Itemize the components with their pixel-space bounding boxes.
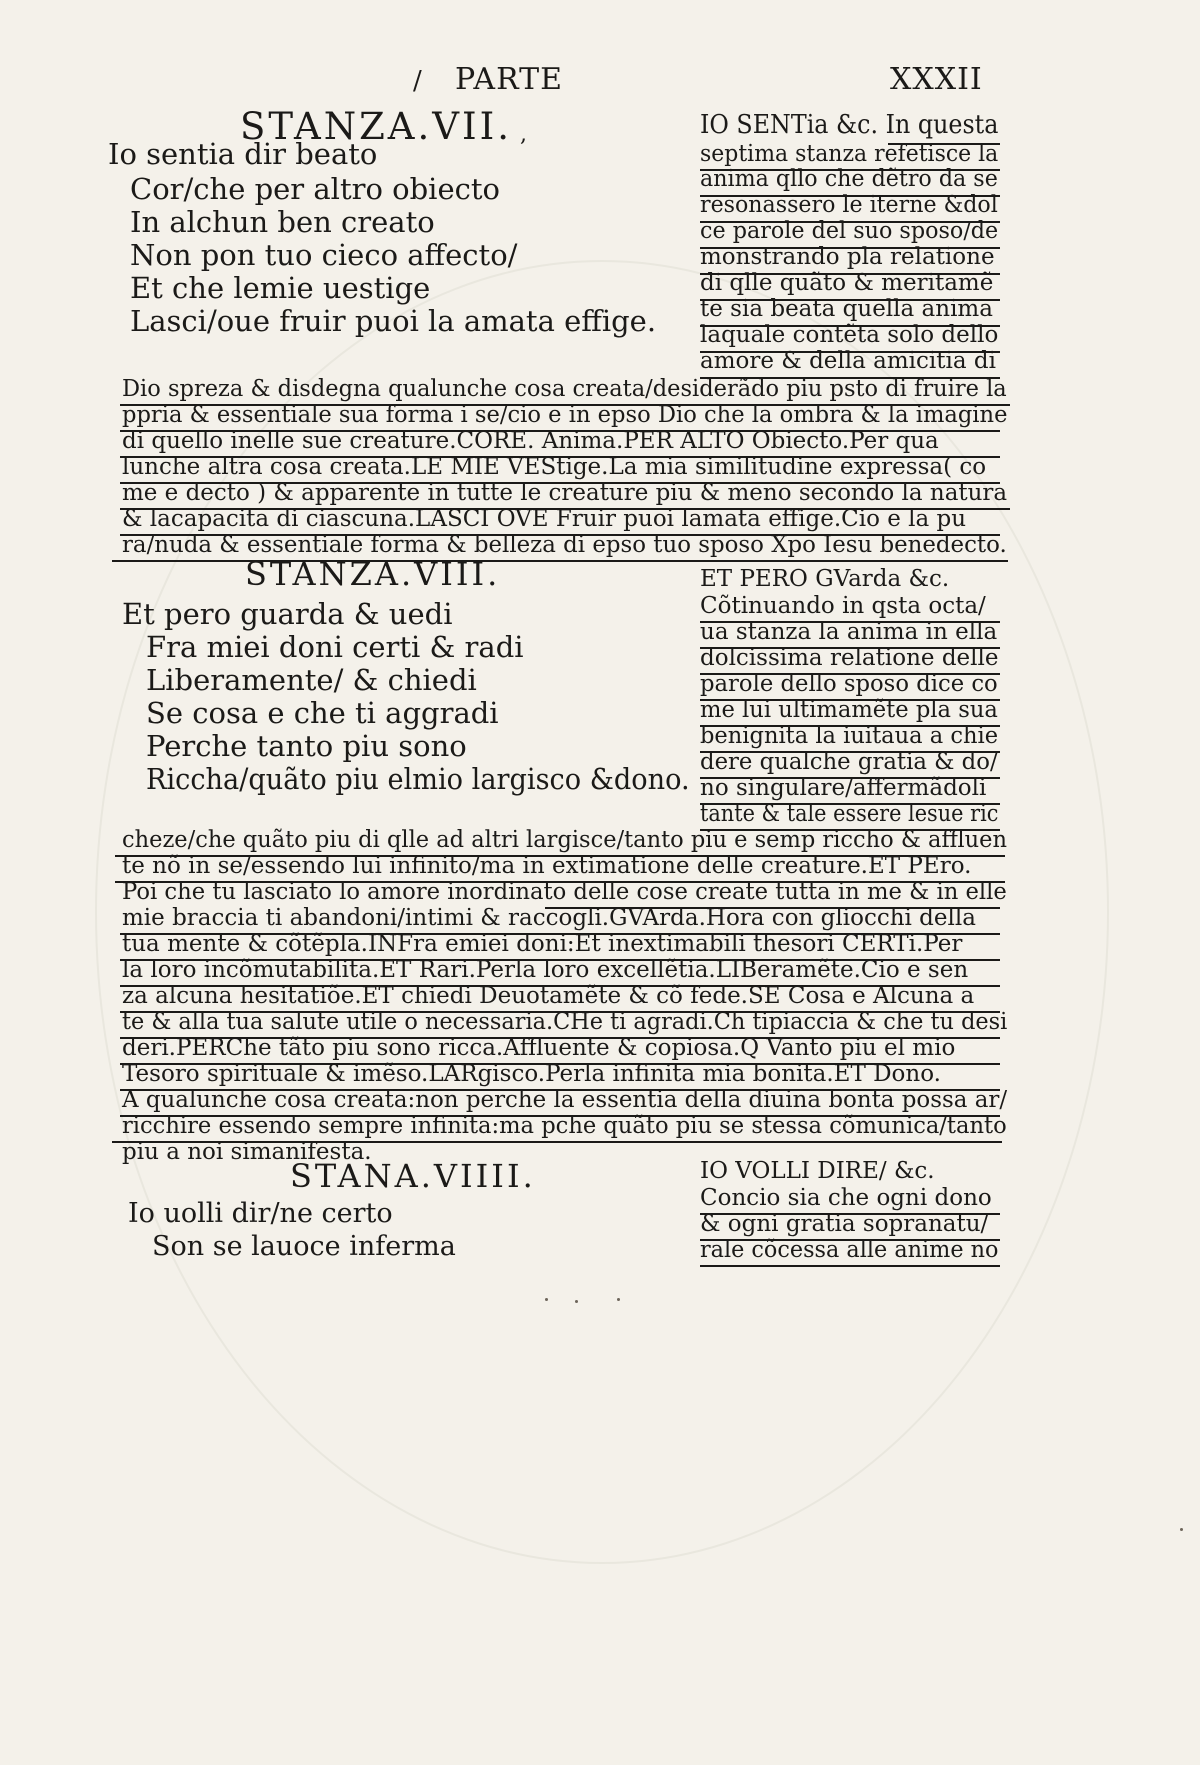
ink-speck xyxy=(1180,1528,1183,1531)
ink-underline xyxy=(120,1063,1000,1065)
commentary-line: IO SENTia &c. In questa xyxy=(700,110,999,140)
ink-underline xyxy=(120,985,1000,987)
ink-underline xyxy=(545,907,1000,909)
ink-underline xyxy=(120,933,1000,935)
body-line: A qualunche cosa creata:non perche la essentia della diuina bonta possa ar/ xyxy=(122,1087,1008,1113)
ink-underline xyxy=(700,647,1000,649)
body-line: di quello inelle sue creature.CORE. Anima.PER ALTO Obiecto.Per qua xyxy=(122,428,939,454)
ink-underline xyxy=(888,143,1000,145)
verse-line: Son se lauoce inferma xyxy=(152,1231,456,1262)
verse-line: Se cosa e che ti aggradi xyxy=(146,696,499,730)
ink-underline xyxy=(120,1089,1000,1091)
verse-line: Io sentia dir beato xyxy=(108,137,378,171)
ink-underline xyxy=(700,221,1000,223)
body-line: ra/nuda & essentiale forma & belleza di epso tuo sposo Xpo Iesu benedecto. xyxy=(122,532,1007,558)
verse-line: Lasci/oue fruir puoi la amata effige. xyxy=(130,304,657,338)
ink-underline xyxy=(700,169,1000,171)
ink-underline xyxy=(700,299,1000,301)
body-line: Poi che tu lasciato lo amore inordinato delle cose create tutta in me & in elle xyxy=(122,879,1007,905)
ink-underline xyxy=(700,351,1000,353)
commentary-line: & ogni gratia sopranatu/ xyxy=(700,1211,989,1237)
body-line: lunche altra cosa creata.LE MIE VEStige.La mia similitudine expressa( co xyxy=(122,454,987,480)
body-line: Tesoro spirituale & imẽso.LARgisco.Perla infinita mia bonita.ET Dono. xyxy=(122,1061,941,1087)
ink-underline xyxy=(700,195,1000,197)
ink-underline xyxy=(120,1115,1000,1117)
body-line: me e decto ) & apparente in tutte le creature piu & meno secondo la natura xyxy=(122,480,1008,506)
commentary-line: Concio sia che ogni dono xyxy=(700,1185,992,1211)
body-line: la loro incõmutabilita.ET Rari.Perla loro excellẽtia.LIBeramẽte.Cio e sen xyxy=(122,957,969,983)
verse-line: Cor/che per altro obiecto xyxy=(130,172,500,206)
body-line: piu a noi simanifesta. xyxy=(122,1139,372,1165)
commentary-line: monstrando pla relatione xyxy=(700,244,995,270)
ink-underline xyxy=(700,621,1000,623)
commentary-line: tante & tale essere lesue ric xyxy=(700,801,999,827)
commentary-line: resonassero le iterne &dol xyxy=(700,192,998,218)
body-line: deri.PERChe tãto piu sono ricca.Affluente & copiosa.Q Vanto piu el mio xyxy=(122,1035,956,1061)
commentary-line: laquale contẽta solo dello xyxy=(700,322,999,348)
ink-underline xyxy=(700,325,1000,327)
ink-underline xyxy=(700,803,1000,805)
ink-mark: / xyxy=(413,66,422,96)
commentary-line: di qlle quãto & meritamẽ xyxy=(700,270,994,296)
commentary-line: parole dello sposo dice co xyxy=(700,671,998,697)
commentary-line: Cõtinuando in qsta octa/ xyxy=(700,593,986,619)
ink-underline xyxy=(700,699,1000,701)
commentary-line: te sia beata quella anima xyxy=(700,296,993,322)
verse-line: Et pero guarda & uedi xyxy=(122,597,453,631)
commentary-line: amore & della amicitia di xyxy=(700,348,996,374)
verse-line: Non pon tuo cieco affecto/ xyxy=(130,238,518,272)
body-line: & lacapacita di ciascuna.LASCI OVE Fruir puoi lamata effige.Cio e la pu xyxy=(122,506,967,532)
body-line: mie braccia ti abandoni/intimi & raccogli.GVArda.Hora con gliocchi della xyxy=(122,905,976,931)
commentary-line: ua stanza la anima in ella xyxy=(700,619,998,645)
commentary-line: anima qllo che dẽtro da se xyxy=(700,166,998,192)
commentary-line: dere qualche gratia & do/ xyxy=(700,749,998,775)
ink-underline xyxy=(700,247,1000,249)
ink-speck xyxy=(617,1298,620,1301)
body-line: te & alla tua salute utile o necessaria.CHe ti agradi.Ch tipiaccia & che tu desi xyxy=(122,1009,1008,1035)
stanza-title: STANA.VIIII. xyxy=(290,1157,536,1195)
ink-underline xyxy=(120,430,1000,432)
verse-line: Liberamente/ & chiedi xyxy=(146,663,477,697)
commentary-line: septima stanza refetisce la xyxy=(700,141,999,167)
ink-underline xyxy=(112,1141,1002,1143)
ink-underline xyxy=(700,377,1000,379)
commentary-line: benignita la iuitaua a chie xyxy=(700,723,999,749)
body-line: ricchire essendo sempre infinita:ma pche quãto piu se stessa cõmunica/tanto xyxy=(122,1113,1007,1139)
body-line: Dio spreza & disdegna qualunche cosa creata/desiderãdo piu psto di fruire la xyxy=(122,376,1007,402)
ink-underline xyxy=(115,881,1005,883)
commentary-line: IO VOLLI DIRE/ &c. xyxy=(700,1158,935,1184)
ink-speck xyxy=(545,1298,548,1301)
verse-line: Io uolli dir/ne certo xyxy=(128,1198,393,1229)
ink-underline xyxy=(120,1011,1000,1013)
ink-underline xyxy=(120,534,1000,536)
ink-underline xyxy=(112,560,1008,562)
commentary-line: no singulare/affermãdoli xyxy=(700,775,987,801)
ink-mark: , xyxy=(520,122,527,147)
stanza-title: STANZA.VIII. xyxy=(245,555,501,593)
ink-underline xyxy=(120,482,1000,484)
ink-speck xyxy=(575,1300,578,1303)
ink-underline xyxy=(700,829,1000,831)
ink-underline xyxy=(700,1213,1000,1215)
ink-underline xyxy=(700,1265,1000,1267)
ink-underline xyxy=(120,1037,1000,1039)
commentary-line: rale cõcessa alle anime no xyxy=(700,1237,999,1263)
commentary-line: dolcissima relatione delle xyxy=(700,645,999,671)
verse-line: In alchun ben creato xyxy=(130,205,435,239)
commentary-line: ce parole del suo sposo/de xyxy=(700,218,999,244)
ink-underline xyxy=(700,273,1000,275)
body-line: cheze/che quãto piu di qlle ad altri largisce/tanto piu e semp riccho & affluen xyxy=(122,827,1008,853)
ink-underline xyxy=(120,404,1010,406)
body-line: tua mente & cõtẽpla.INFra emiei doni:Et inextimabili thesori CERTi.Per xyxy=(122,931,963,957)
ink-underline xyxy=(700,777,1000,779)
ink-underline xyxy=(120,959,1000,961)
body-line: te nõ in se/essendo lui infinito/ma in extimatione delle creature.ET PEro. xyxy=(122,853,972,879)
running-head: PARTE xyxy=(455,62,564,97)
verse-line: Perche tanto piu sono xyxy=(146,729,467,763)
commentary-line: ET PERO GVarda &c. xyxy=(700,566,950,592)
stanza-title: STANZA.VII. xyxy=(240,105,513,148)
ink-underline xyxy=(700,751,1000,753)
ink-underline xyxy=(115,855,1005,857)
verse-line: Et che lemie uestige xyxy=(130,271,431,305)
ink-underline xyxy=(120,508,1010,510)
ink-underline xyxy=(700,1239,1000,1241)
ink-underline xyxy=(120,456,1000,458)
ink-underline xyxy=(700,673,1000,675)
body-line: ppria & essentiale sua forma i se/cio e in epso Dio che la ombra & la imagine xyxy=(122,402,1008,428)
body-line: za alcuna hesitatiõe.ET chiedi Deuotamẽte & cõ fede.SE Cosa e Alcuna a xyxy=(122,983,975,1009)
verse-line: Riccha/quãto piu elmio largisco &dono. xyxy=(146,762,690,796)
commentary-line: me lui ultimamẽte pla sua xyxy=(700,697,998,723)
ink-underline xyxy=(700,725,1000,727)
verse-line: Fra miei doni certi & radi xyxy=(146,630,524,664)
folio-number: XXXII xyxy=(890,62,983,97)
